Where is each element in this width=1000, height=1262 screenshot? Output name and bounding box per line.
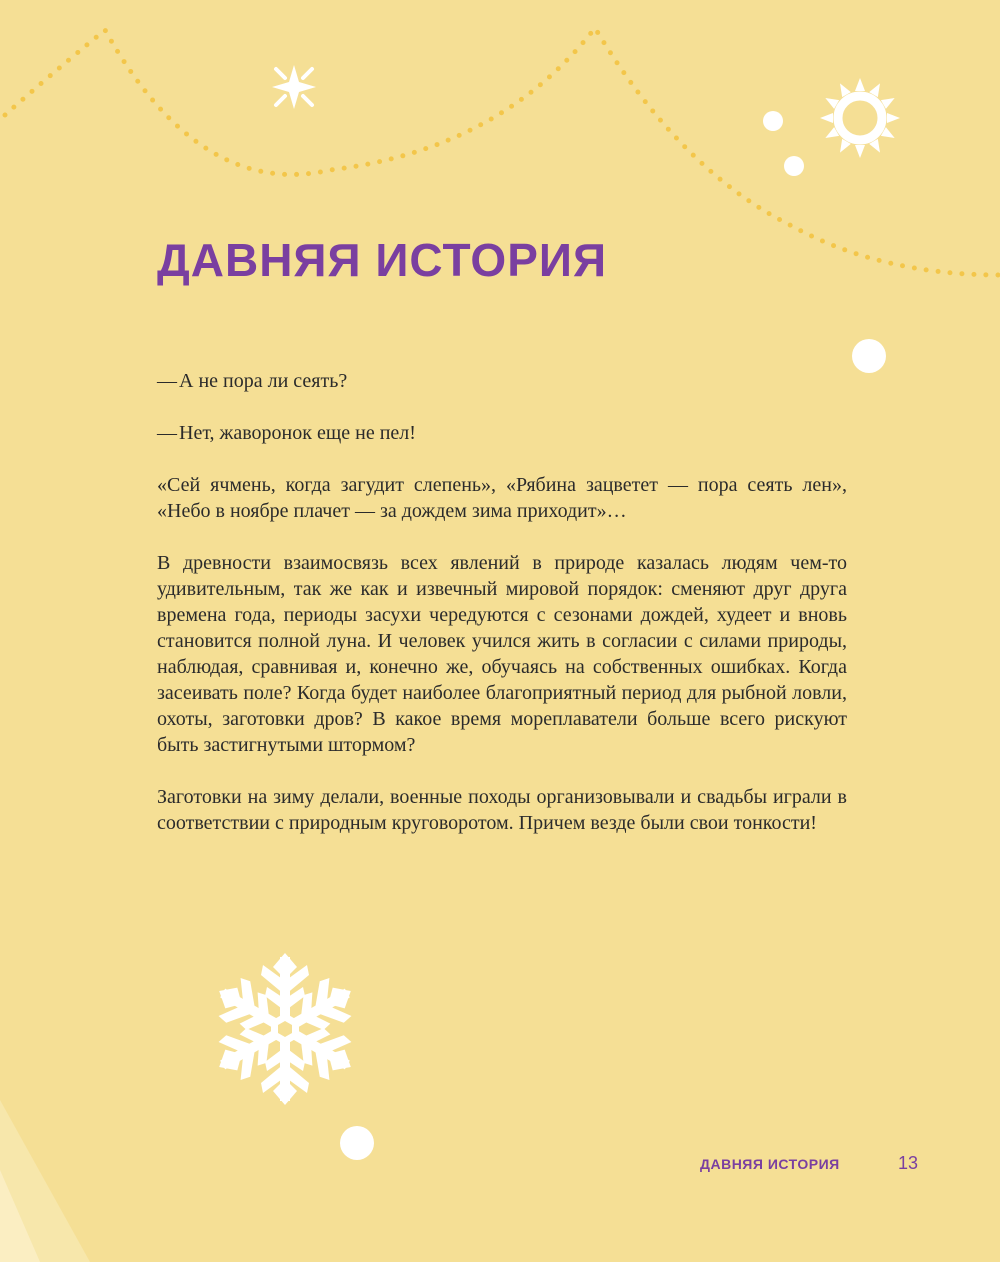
paragraph-history: В древности взаимосвязь всех явлений в природе казалась людям чем-то удивительным, так же как и извечный мировой порядок: сменяют друг друга времена года, периоды засухи чередуются с сезонами дождей, худеет и вновь становится полной луна. И человек учился жить в согласии с силами природы, наблюдая, сравнивая и, конечно же, обучаясь на собственных ошибках. Когда засеивать поле? Когда будет наиболее благоприятный период для рыбной ловли, охоты, заготовки дров? В какое время мореплаватели больше всего рискуют быть застигнутыми штормом? [157,552,847,756]
article-body [157,368,847,862]
white-dot [763,111,783,131]
dialog-text: А не пора ли сеять? [179,370,348,392]
dialog-dash: — [157,370,177,392]
sparkle-icon [272,65,316,109]
page-title: ДАВНЯЯ ИСТОРИЯ [157,234,608,286]
paragraph-proverbs: «Сей ячмень, когда загудит слепень», «Рябина зацветет — пора сеять лен», «Небо в ноябре плачет — за дождем зима приходит»… [157,474,847,522]
dialog-text: Нет, жаворонок еще не пел! [179,422,416,444]
white-dot [340,1126,374,1160]
dialog-line [157,420,847,446]
page-number: 13 [898,1153,919,1173]
white-dot [784,156,804,176]
paragraph-traditions: Заготовки на зиму делали, военные походы организовывали и свадьбы играли в соответствии с природным круговоротом. Причем везде были свои тонкости! [157,786,847,834]
dialog-dash: — [157,422,177,444]
snowflake-icon [207,953,363,1105]
sun-icon [820,78,900,158]
running-title: ДАВНЯЯ ИСТОРИЯ [700,1156,840,1172]
dialog-line [157,368,847,394]
white-dot [852,339,886,373]
